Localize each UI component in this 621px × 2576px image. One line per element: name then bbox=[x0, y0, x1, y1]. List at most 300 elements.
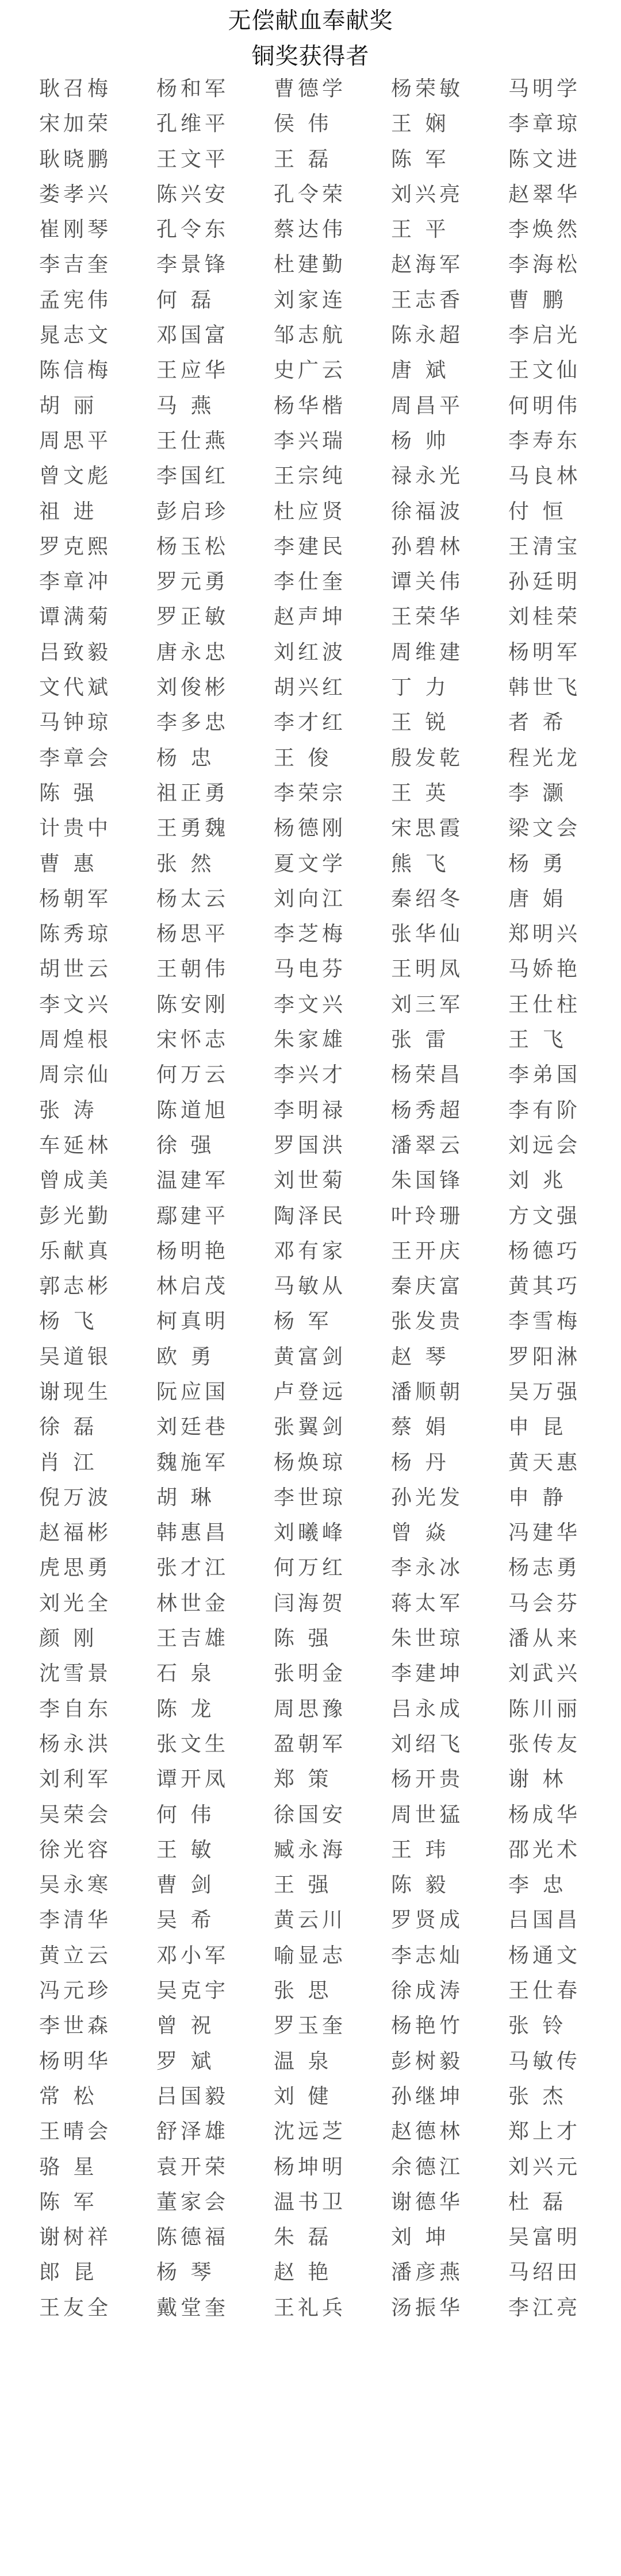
recipient-name: 李有阶 bbox=[508, 1098, 581, 1122]
recipient-name: 何万云 bbox=[156, 1063, 229, 1087]
recipient-name: 杨秀超 bbox=[391, 1098, 464, 1122]
recipient-name: 蔡 娟 bbox=[391, 1415, 450, 1439]
recipient-name: 温书卫 bbox=[274, 2190, 347, 2214]
recipient-name: 张明金 bbox=[274, 1662, 347, 1686]
recipient-name: 李焕然 bbox=[508, 218, 581, 242]
recipient-name: 王 平 bbox=[391, 218, 450, 242]
recipient-name: 李雪梅 bbox=[508, 1310, 581, 1334]
recipient-name: 曹 鹏 bbox=[508, 288, 567, 312]
recipient-name: 张华仙 bbox=[391, 922, 464, 946]
recipient-name: 李荣宗 bbox=[274, 781, 347, 805]
recipient-name: 王吉雄 bbox=[156, 1627, 229, 1651]
recipient-name: 赵 琴 bbox=[391, 1345, 450, 1369]
recipient-name: 邹志航 bbox=[274, 324, 347, 348]
recipient-name: 王 磊 bbox=[274, 147, 332, 171]
recipient-name: 杨朝军 bbox=[39, 887, 112, 911]
recipient-name: 孙继坤 bbox=[391, 2084, 464, 2108]
recipient-name: 赵海军 bbox=[391, 253, 464, 277]
recipient-name: 罗玉奎 bbox=[274, 2014, 347, 2038]
recipient-name: 计贵中 bbox=[39, 817, 112, 841]
recipient-name: 朱家雄 bbox=[274, 1028, 347, 1052]
recipient-name: 孔令东 bbox=[156, 218, 229, 242]
recipient-name: 曹 惠 bbox=[39, 852, 98, 876]
recipient-name: 魏施军 bbox=[156, 1450, 229, 1474]
recipient-name: 李自东 bbox=[39, 1697, 112, 1721]
recipient-name: 王 玮 bbox=[391, 1838, 450, 1862]
recipient-name: 黄富剑 bbox=[274, 1345, 347, 1369]
recipient-name: 黄云川 bbox=[274, 1908, 347, 1932]
recipient-name: 申 静 bbox=[508, 1485, 567, 1510]
recipient-name: 李寿东 bbox=[508, 429, 581, 453]
recipient-name: 胡 琳 bbox=[156, 1485, 215, 1510]
recipient-name: 曹德学 bbox=[274, 77, 347, 101]
recipient-name: 刘利军 bbox=[39, 1768, 112, 1792]
recipient-name: 孙光发 bbox=[391, 1485, 464, 1510]
recipient-name: 谢德华 bbox=[391, 2190, 464, 2214]
recipient-name: 张 铃 bbox=[508, 2014, 567, 2038]
recipient-name: 赵德林 bbox=[391, 2120, 464, 2144]
recipient-name: 杨玉松 bbox=[156, 534, 229, 559]
recipient-name: 黄立云 bbox=[39, 1943, 112, 1967]
recipient-name: 曹 剑 bbox=[156, 1873, 215, 1897]
recipient-name: 杨思平 bbox=[156, 922, 229, 946]
recipient-name: 张 雷 bbox=[391, 1028, 450, 1052]
recipient-name: 陈文进 bbox=[508, 147, 581, 171]
recipient-name: 孔维平 bbox=[156, 112, 229, 136]
recipient-name: 李弟国 bbox=[508, 1063, 581, 1087]
recipient-name: 刘兴元 bbox=[508, 2155, 581, 2179]
recipient-name: 陈 军 bbox=[391, 147, 450, 171]
recipient-name: 杨坤明 bbox=[274, 2155, 347, 2179]
recipient-name: 谢树祥 bbox=[39, 2225, 112, 2250]
recipient-name: 骆 星 bbox=[39, 2155, 98, 2179]
recipient-name: 王勇魏 bbox=[156, 817, 229, 841]
recipient-name: 周宗仙 bbox=[39, 1063, 112, 1087]
recipient-name: 李仕奎 bbox=[274, 570, 347, 594]
recipient-name: 王明凤 bbox=[391, 957, 464, 981]
recipient-name: 阮应国 bbox=[156, 1380, 229, 1404]
recipient-name: 曾 祝 bbox=[156, 2014, 215, 2038]
name-grid bbox=[23, 71, 610, 2565]
recipient-name: 李清华 bbox=[39, 1908, 112, 1932]
recipient-name: 殷发乾 bbox=[391, 746, 464, 770]
recipient-name: 朱国锋 bbox=[391, 1169, 464, 1193]
recipient-name: 王 飞 bbox=[508, 1028, 567, 1052]
recipient-name: 吴富明 bbox=[508, 2225, 581, 2250]
recipient-name: 刘兴亮 bbox=[391, 182, 464, 206]
recipient-name: 陈 毅 bbox=[391, 1873, 450, 1897]
recipient-name: 吕永成 bbox=[391, 1697, 464, 1721]
recipient-name: 黄其巧 bbox=[508, 1274, 581, 1299]
recipient-name: 谢现生 bbox=[39, 1380, 112, 1404]
recipient-name: 李景锋 bbox=[156, 253, 229, 277]
recipient-name: 陈 强 bbox=[274, 1627, 332, 1651]
page-subtitle: 铜奖获得者 bbox=[251, 43, 370, 70]
recipient-name: 陈兴安 bbox=[156, 182, 229, 206]
recipient-name: 蔡达伟 bbox=[274, 218, 347, 242]
recipient-name: 鄢建平 bbox=[156, 1204, 229, 1228]
recipient-name: 杨太云 bbox=[156, 887, 229, 911]
recipient-name: 彭树毅 bbox=[391, 2049, 464, 2073]
recipient-name: 温建军 bbox=[156, 1169, 229, 1193]
recipient-name: 孙廷明 bbox=[508, 570, 581, 594]
recipient-name: 马娇艳 bbox=[508, 957, 581, 981]
recipient-name: 何万红 bbox=[274, 1556, 347, 1580]
recipient-name: 潘彦燕 bbox=[391, 2261, 464, 2285]
recipient-name: 杨 帅 bbox=[391, 429, 450, 453]
recipient-name: 吴道银 bbox=[39, 1345, 112, 1369]
recipient-name: 潘翠云 bbox=[391, 1133, 464, 1157]
recipient-name: 方文强 bbox=[508, 1204, 581, 1228]
recipient-name: 谭满菊 bbox=[39, 605, 112, 629]
recipient-name: 付 恒 bbox=[508, 499, 567, 523]
recipient-name: 王朝伟 bbox=[156, 957, 229, 981]
recipient-name: 王礼兵 bbox=[274, 2296, 347, 2320]
recipient-name: 刘桂荣 bbox=[508, 605, 581, 629]
recipient-name: 杨通文 bbox=[508, 1943, 581, 1967]
recipient-name: 宋加荣 bbox=[39, 112, 112, 136]
recipient-name: 王晴会 bbox=[39, 2120, 112, 2144]
recipient-name: 唐 娟 bbox=[508, 887, 567, 911]
recipient-name: 徐 强 bbox=[156, 1133, 215, 1157]
recipient-name: 李世森 bbox=[39, 2014, 112, 2038]
recipient-name: 吴荣会 bbox=[39, 1803, 112, 1827]
recipient-name: 石 泉 bbox=[156, 1662, 215, 1686]
recipient-name: 李 灏 bbox=[508, 781, 567, 805]
recipient-name: 赵福彬 bbox=[39, 1521, 112, 1545]
recipient-name: 唐 斌 bbox=[391, 359, 450, 383]
recipient-name: 马明学 bbox=[508, 77, 581, 101]
recipient-name: 王友全 bbox=[39, 2296, 112, 2320]
recipient-name: 李永冰 bbox=[391, 1556, 464, 1580]
recipient-name: 陈川丽 bbox=[508, 1697, 581, 1721]
recipient-name: 杨荣昌 bbox=[391, 1063, 464, 1087]
recipient-name: 张 思 bbox=[274, 1979, 332, 2003]
recipient-name: 谢 林 bbox=[508, 1768, 567, 1792]
recipient-name: 罗 斌 bbox=[156, 2049, 215, 2073]
recipient-name: 王 敏 bbox=[156, 1838, 215, 1862]
recipient-name: 赵翠华 bbox=[508, 182, 581, 206]
recipient-name: 刘曦峰 bbox=[274, 1521, 347, 1545]
recipient-name: 邓有家 bbox=[274, 1239, 347, 1263]
recipient-name: 曾 焱 bbox=[391, 1521, 450, 1545]
recipient-name: 刘俊彬 bbox=[156, 676, 229, 700]
recipient-name: 杨德刚 bbox=[274, 817, 347, 841]
recipient-name: 何明伟 bbox=[508, 394, 581, 418]
recipient-name: 王应华 bbox=[156, 359, 229, 383]
recipient-name: 耿召梅 bbox=[39, 77, 112, 101]
recipient-name: 刘世菊 bbox=[274, 1169, 347, 1193]
recipient-name: 刘光全 bbox=[39, 1591, 112, 1615]
recipient-name: 吴万强 bbox=[508, 1380, 581, 1404]
recipient-name: 杨 琴 bbox=[156, 2261, 215, 2285]
recipient-name: 胡世云 bbox=[39, 957, 112, 981]
recipient-name: 刘家连 bbox=[274, 288, 347, 312]
recipient-name: 乐献真 bbox=[39, 1239, 112, 1263]
recipient-name: 娄孝兴 bbox=[39, 182, 112, 206]
recipient-name: 朱世琼 bbox=[391, 1627, 464, 1651]
recipient-name: 程光龙 bbox=[508, 746, 581, 770]
recipient-name: 杨明艳 bbox=[156, 1239, 229, 1263]
recipient-name: 李章会 bbox=[39, 746, 112, 770]
recipient-name: 孟宪伟 bbox=[39, 288, 112, 312]
recipient-name: 杨德巧 bbox=[508, 1239, 581, 1263]
recipient-name: 张 杰 bbox=[508, 2084, 567, 2108]
recipient-name: 陈秀琼 bbox=[39, 922, 112, 946]
recipient-name: 李章冲 bbox=[39, 570, 112, 594]
recipient-name: 韩惠昌 bbox=[156, 1521, 229, 1545]
recipient-name: 郑明兴 bbox=[508, 922, 581, 946]
recipient-name: 喻显志 bbox=[274, 1943, 347, 1967]
recipient-name: 王仕春 bbox=[508, 1979, 581, 2003]
recipient-name: 何 磊 bbox=[156, 288, 215, 312]
recipient-name: 熊 飞 bbox=[391, 852, 450, 876]
recipient-name: 杨永洪 bbox=[39, 1732, 112, 1756]
recipient-name: 马敏从 bbox=[274, 1274, 347, 1299]
recipient-name: 陈信梅 bbox=[39, 359, 112, 383]
recipient-name: 夏文学 bbox=[274, 852, 347, 876]
recipient-name: 李国红 bbox=[156, 464, 229, 488]
recipient-name: 陈安刚 bbox=[156, 992, 229, 1016]
recipient-name: 杜应贤 bbox=[274, 499, 347, 523]
recipient-name: 申 昆 bbox=[508, 1415, 567, 1439]
recipient-name: 盈朝军 bbox=[274, 1732, 347, 1756]
recipient-name: 柯真明 bbox=[156, 1310, 229, 1334]
recipient-name: 刘绍飞 bbox=[391, 1732, 464, 1756]
recipient-name: 刘远会 bbox=[508, 1133, 581, 1157]
recipient-name: 徐成涛 bbox=[391, 1979, 464, 2003]
recipient-name: 张才江 bbox=[156, 1556, 229, 1580]
recipient-name: 郑上才 bbox=[508, 2120, 581, 2144]
recipient-name: 欧 勇 bbox=[156, 1345, 215, 1369]
recipient-name: 马绍田 bbox=[508, 2261, 581, 2285]
recipient-name: 王宗纯 bbox=[274, 464, 347, 488]
recipient-name: 李江亮 bbox=[508, 2296, 581, 2320]
recipient-name: 周昌平 bbox=[391, 394, 464, 418]
recipient-name: 王仕柱 bbox=[508, 992, 581, 1016]
recipient-name: 刘三军 bbox=[391, 992, 464, 1016]
recipient-name: 崔刚琴 bbox=[39, 218, 112, 242]
recipient-name: 常 松 bbox=[39, 2084, 98, 2108]
recipient-name: 丁 力 bbox=[391, 676, 450, 700]
recipient-name: 杨开贵 bbox=[391, 1768, 464, 1792]
recipient-name: 何 伟 bbox=[156, 1803, 215, 1827]
recipient-name: 杨荣敏 bbox=[391, 77, 464, 101]
recipient-name: 杨 军 bbox=[274, 1310, 332, 1334]
recipient-name: 刘 健 bbox=[274, 2084, 332, 2108]
recipient-name: 邵光术 bbox=[508, 1838, 581, 1862]
recipient-name: 陈永超 bbox=[391, 324, 464, 348]
recipient-name: 叶玲珊 bbox=[391, 1204, 464, 1228]
recipient-name: 李启光 bbox=[508, 324, 581, 348]
recipient-name: 王文仙 bbox=[508, 359, 581, 383]
recipient-name: 李文兴 bbox=[274, 992, 347, 1016]
recipient-name: 陈 军 bbox=[39, 2190, 98, 2214]
recipient-name: 袁开荣 bbox=[156, 2155, 229, 2179]
recipient-name: 王 英 bbox=[391, 781, 450, 805]
recipient-name: 肖 江 bbox=[39, 1450, 98, 1474]
recipient-name: 张发贵 bbox=[391, 1310, 464, 1334]
recipient-name: 李 忠 bbox=[508, 1873, 567, 1897]
recipient-name: 杨明军 bbox=[508, 640, 581, 664]
recipient-name: 潘顺朝 bbox=[391, 1380, 464, 1404]
recipient-name: 马敏传 bbox=[508, 2049, 581, 2073]
recipient-name: 侯 伟 bbox=[274, 112, 332, 136]
recipient-name: 马会芬 bbox=[508, 1591, 581, 1615]
recipient-name: 戴堂奎 bbox=[156, 2296, 229, 2320]
recipient-name: 杜 磊 bbox=[508, 2190, 567, 2214]
recipient-name: 宋怀志 bbox=[156, 1028, 229, 1052]
recipient-name: 张 涛 bbox=[39, 1098, 98, 1122]
recipient-name: 王志香 bbox=[391, 288, 464, 312]
recipient-name: 彭启珍 bbox=[156, 499, 229, 523]
recipient-name: 刘向江 bbox=[274, 887, 347, 911]
recipient-name: 耿晓鹏 bbox=[39, 147, 112, 171]
recipient-name: 李志灿 bbox=[391, 1943, 464, 1967]
recipient-name: 颜 刚 bbox=[39, 1627, 98, 1651]
recipient-name: 陈 强 bbox=[39, 781, 98, 805]
recipient-name: 周煌根 bbox=[39, 1028, 112, 1052]
recipient-name: 刘 坤 bbox=[391, 2225, 450, 2250]
recipient-name: 陈德福 bbox=[156, 2225, 229, 2250]
recipient-name: 晁志文 bbox=[39, 324, 112, 348]
recipient-name: 唐永忠 bbox=[156, 640, 229, 664]
recipient-name: 李建民 bbox=[274, 534, 347, 559]
recipient-name: 秦绍冬 bbox=[391, 887, 464, 911]
recipient-name: 杨成华 bbox=[508, 1803, 581, 1827]
recipient-name: 卢登远 bbox=[274, 1380, 347, 1404]
recipient-name: 孔令荣 bbox=[274, 182, 347, 206]
recipient-name: 李兴瑞 bbox=[274, 429, 347, 453]
recipient-name: 王开庆 bbox=[391, 1239, 464, 1263]
recipient-name: 余德江 bbox=[391, 2155, 464, 2179]
recipient-name: 宋思霞 bbox=[391, 817, 464, 841]
recipient-name: 曾成美 bbox=[39, 1169, 112, 1193]
recipient-name: 张 然 bbox=[156, 852, 215, 876]
recipient-name: 冯建华 bbox=[508, 1521, 581, 1545]
recipient-name: 李兴才 bbox=[274, 1063, 347, 1087]
recipient-name: 吕国昌 bbox=[508, 1908, 581, 1932]
recipient-name: 沈远芝 bbox=[274, 2120, 347, 2144]
recipient-name: 马电芬 bbox=[274, 957, 347, 981]
recipient-name: 舒泽雄 bbox=[156, 2120, 229, 2144]
recipient-name: 徐国安 bbox=[274, 1803, 347, 1827]
page-title: 无偿献血奉献奖 bbox=[228, 7, 393, 34]
recipient-name: 徐福波 bbox=[391, 499, 464, 523]
recipient-name: 徐 磊 bbox=[39, 1415, 98, 1439]
recipient-name: 马 燕 bbox=[156, 394, 215, 418]
recipient-name: 林启茂 bbox=[156, 1274, 229, 1299]
recipient-name: 李多忠 bbox=[156, 711, 229, 735]
recipient-name: 王 娴 bbox=[391, 112, 450, 136]
recipient-name: 周思平 bbox=[39, 429, 112, 453]
recipient-name: 黄天惠 bbox=[508, 1450, 581, 1474]
recipient-name: 吕致毅 bbox=[39, 640, 112, 664]
recipient-name: 祖正勇 bbox=[156, 781, 229, 805]
recipient-name: 张传友 bbox=[508, 1732, 581, 1756]
recipient-name: 王仕燕 bbox=[156, 429, 229, 453]
recipient-name: 吴永寒 bbox=[39, 1873, 112, 1897]
recipient-name: 王 强 bbox=[274, 1873, 332, 1897]
recipient-name: 杜建勤 bbox=[274, 253, 347, 277]
recipient-name: 车延林 bbox=[39, 1133, 112, 1157]
recipient-name: 李世琼 bbox=[274, 1485, 347, 1510]
recipient-name: 秦庆富 bbox=[391, 1274, 464, 1299]
recipient-name: 沈雪景 bbox=[39, 1662, 112, 1686]
recipient-name: 李才红 bbox=[274, 711, 347, 735]
recipient-name: 李海松 bbox=[508, 253, 581, 277]
recipient-name: 郑 策 bbox=[274, 1768, 332, 1792]
recipient-name: 史广云 bbox=[274, 359, 347, 383]
recipient-name: 王荣华 bbox=[391, 605, 464, 629]
recipient-name: 臧永海 bbox=[274, 1838, 347, 1862]
recipient-name: 马良林 bbox=[508, 464, 581, 488]
recipient-name: 徐光容 bbox=[39, 1838, 112, 1862]
recipient-name: 孙碧林 bbox=[391, 534, 464, 559]
recipient-name: 朱 磊 bbox=[274, 2225, 332, 2250]
recipient-name: 马钟琼 bbox=[39, 711, 112, 735]
recipient-name: 刘武兴 bbox=[508, 1662, 581, 1686]
recipient-name: 胡 丽 bbox=[39, 394, 98, 418]
recipient-name: 彭光勤 bbox=[39, 1204, 112, 1228]
recipient-name: 周思豫 bbox=[274, 1697, 347, 1721]
recipient-name: 祖 进 bbox=[39, 499, 98, 523]
recipient-name: 李吉奎 bbox=[39, 253, 112, 277]
recipient-name: 邓国富 bbox=[156, 324, 229, 348]
recipient-name: 张翼剑 bbox=[274, 1415, 347, 1439]
recipient-name: 闫海贺 bbox=[274, 1591, 347, 1615]
recipient-name: 周世猛 bbox=[391, 1803, 464, 1827]
recipient-name: 李章琼 bbox=[508, 112, 581, 136]
recipient-name: 李明禄 bbox=[274, 1098, 347, 1122]
recipient-name: 李建坤 bbox=[391, 1662, 464, 1686]
recipient-name: 李文兴 bbox=[39, 992, 112, 1016]
recipient-name: 张文生 bbox=[156, 1732, 229, 1756]
recipient-name: 刘红波 bbox=[274, 640, 347, 664]
recipient-name: 杨明华 bbox=[39, 2049, 112, 2073]
recipient-name: 蒋太军 bbox=[391, 1591, 464, 1615]
recipient-name: 郎 昆 bbox=[39, 2261, 98, 2285]
recipient-name: 汤振华 bbox=[391, 2296, 464, 2320]
recipient-name: 陈道旭 bbox=[156, 1098, 229, 1122]
recipient-name: 周维建 bbox=[391, 640, 464, 664]
recipient-name: 罗贤成 bbox=[391, 1908, 464, 1932]
recipient-name: 罗元勇 bbox=[156, 570, 229, 594]
recipient-name: 杨 飞 bbox=[39, 1310, 98, 1334]
recipient-name: 李芝梅 bbox=[274, 922, 347, 946]
recipient-name: 王 锐 bbox=[391, 711, 450, 735]
recipient-name: 林世金 bbox=[156, 1591, 229, 1615]
recipient-name: 梁文会 bbox=[508, 817, 581, 841]
recipient-name: 王 俊 bbox=[274, 746, 332, 770]
recipient-name: 邓小军 bbox=[156, 1943, 229, 1967]
recipient-name: 刘 兆 bbox=[508, 1169, 567, 1193]
recipient-name: 杨 忠 bbox=[156, 746, 215, 770]
recipient-name: 罗克熙 bbox=[39, 534, 112, 559]
recipient-name: 温 泉 bbox=[274, 2049, 332, 2073]
recipient-name: 董家会 bbox=[156, 2190, 229, 2214]
recipient-name: 文代斌 bbox=[39, 676, 112, 700]
recipient-name: 谭开凤 bbox=[156, 1768, 229, 1792]
recipient-name: 罗正敏 bbox=[156, 605, 229, 629]
recipient-name: 韩世飞 bbox=[508, 676, 581, 700]
recipient-name: 潘从来 bbox=[508, 1627, 581, 1651]
recipient-name: 杨和军 bbox=[156, 77, 229, 101]
recipient-name: 罗阳淋 bbox=[508, 1345, 581, 1369]
recipient-name: 吴克宇 bbox=[156, 1979, 229, 2003]
recipient-name: 胡兴红 bbox=[274, 676, 347, 700]
recipient-name: 冯元珍 bbox=[39, 1979, 112, 2003]
